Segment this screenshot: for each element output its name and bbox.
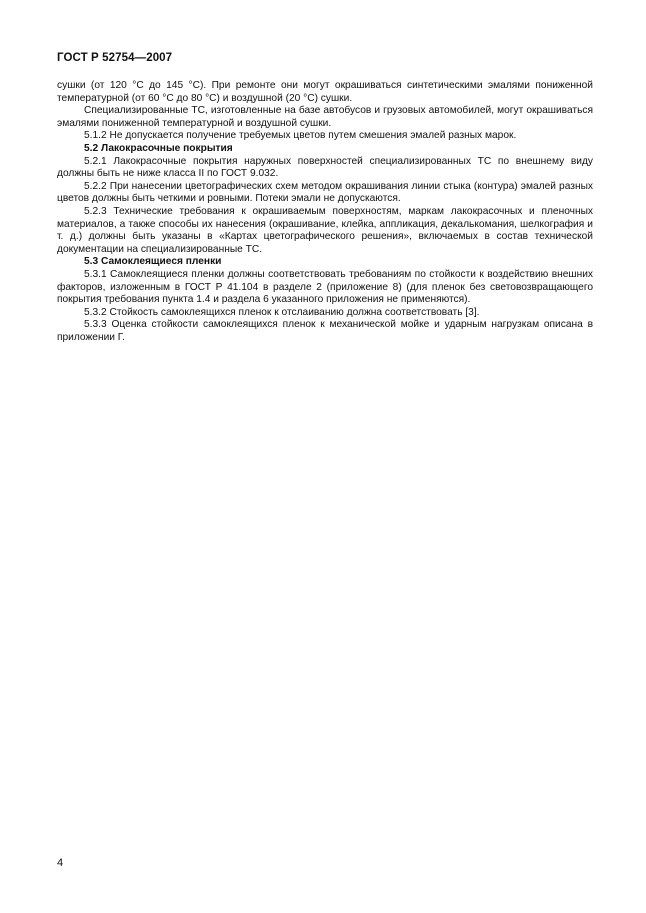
paragraph-5-1-2: 5.1.2 Не допускается получение требуемых цветов путем смешения эмалей разных марок. bbox=[84, 130, 517, 142]
paragraph-5-2-2: 5.2.2 При нанесении цветографических схем методом окрашивания линии стыка (контура) эмалей разных цветов должны быть четкими и ровными. Потеки эмали не допускаются. bbox=[57, 180, 593, 205]
page-number: 4 bbox=[57, 857, 64, 869]
section-heading-5-2: 5.2 Лакокрасочные покрытия bbox=[84, 142, 233, 154]
paragraph-5-2-1: 5.2.1 Лакокрасочные покрытия наружных поверхностей специализированных ТС по внешнему виду должны быть не ниже класса II по ГОСТ 9.032. bbox=[57, 155, 593, 180]
paragraph-5-2-3: 5.2.3 Технические требования к окрашиваемым поверхностям, маркам лакокрасочных и пленочных материалов, а также способы их нанесения (окрашивание, клейка, аппликация, декалькомания, шелкография и т. д.) должны быть указаны в «Картах цветографического решения», включаемых в состав технической документации на специализированные ТС. bbox=[57, 205, 593, 255]
paragraph-5-3-2: 5.3.2 Стойкость самоклеящихся пленок к отслаиванию должна соответствовать [3]. bbox=[84, 306, 480, 318]
paragraph-drying: сушки (от 120 °С до 145 °С). При ремонте они могут окрашиваться синтетическими эмалями пониженной температурной (от 60 °С до 80 °С) и воздушной (20 °С) сушки. bbox=[57, 80, 593, 104]
document-code: ГОСТ Р 52754—2007 bbox=[57, 52, 173, 64]
document-body bbox=[57, 80, 593, 344]
section-heading-5-3: 5.3 Самоклеящиеся пленки bbox=[84, 256, 222, 268]
paragraph-specialized-vehicles: Специализированные ТС, изготовленные на базе автобусов и грузовых автомобилей, могут окрашиваться эмалями пониженной температурной и воздушной сушки. bbox=[57, 105, 593, 129]
paragraph-5-3-1: 5.3.1 Самоклеящиеся пленки должны соответствовать требованиям по стойкости к воздействию внешних факторов, изложенным в ГОСТ Р 41.104 в разделе 2 (приложение 8) (для пленок без световозвращающего покрытия требования пункта 1.4 и раздела 6 указанного приложения не применяются). bbox=[57, 268, 593, 306]
paragraph-5-3-3: 5.3.3 Оценка стойкости самоклеящихся пленок к механической мойке и ударным нагрузкам описана в приложении Г. bbox=[57, 319, 593, 343]
